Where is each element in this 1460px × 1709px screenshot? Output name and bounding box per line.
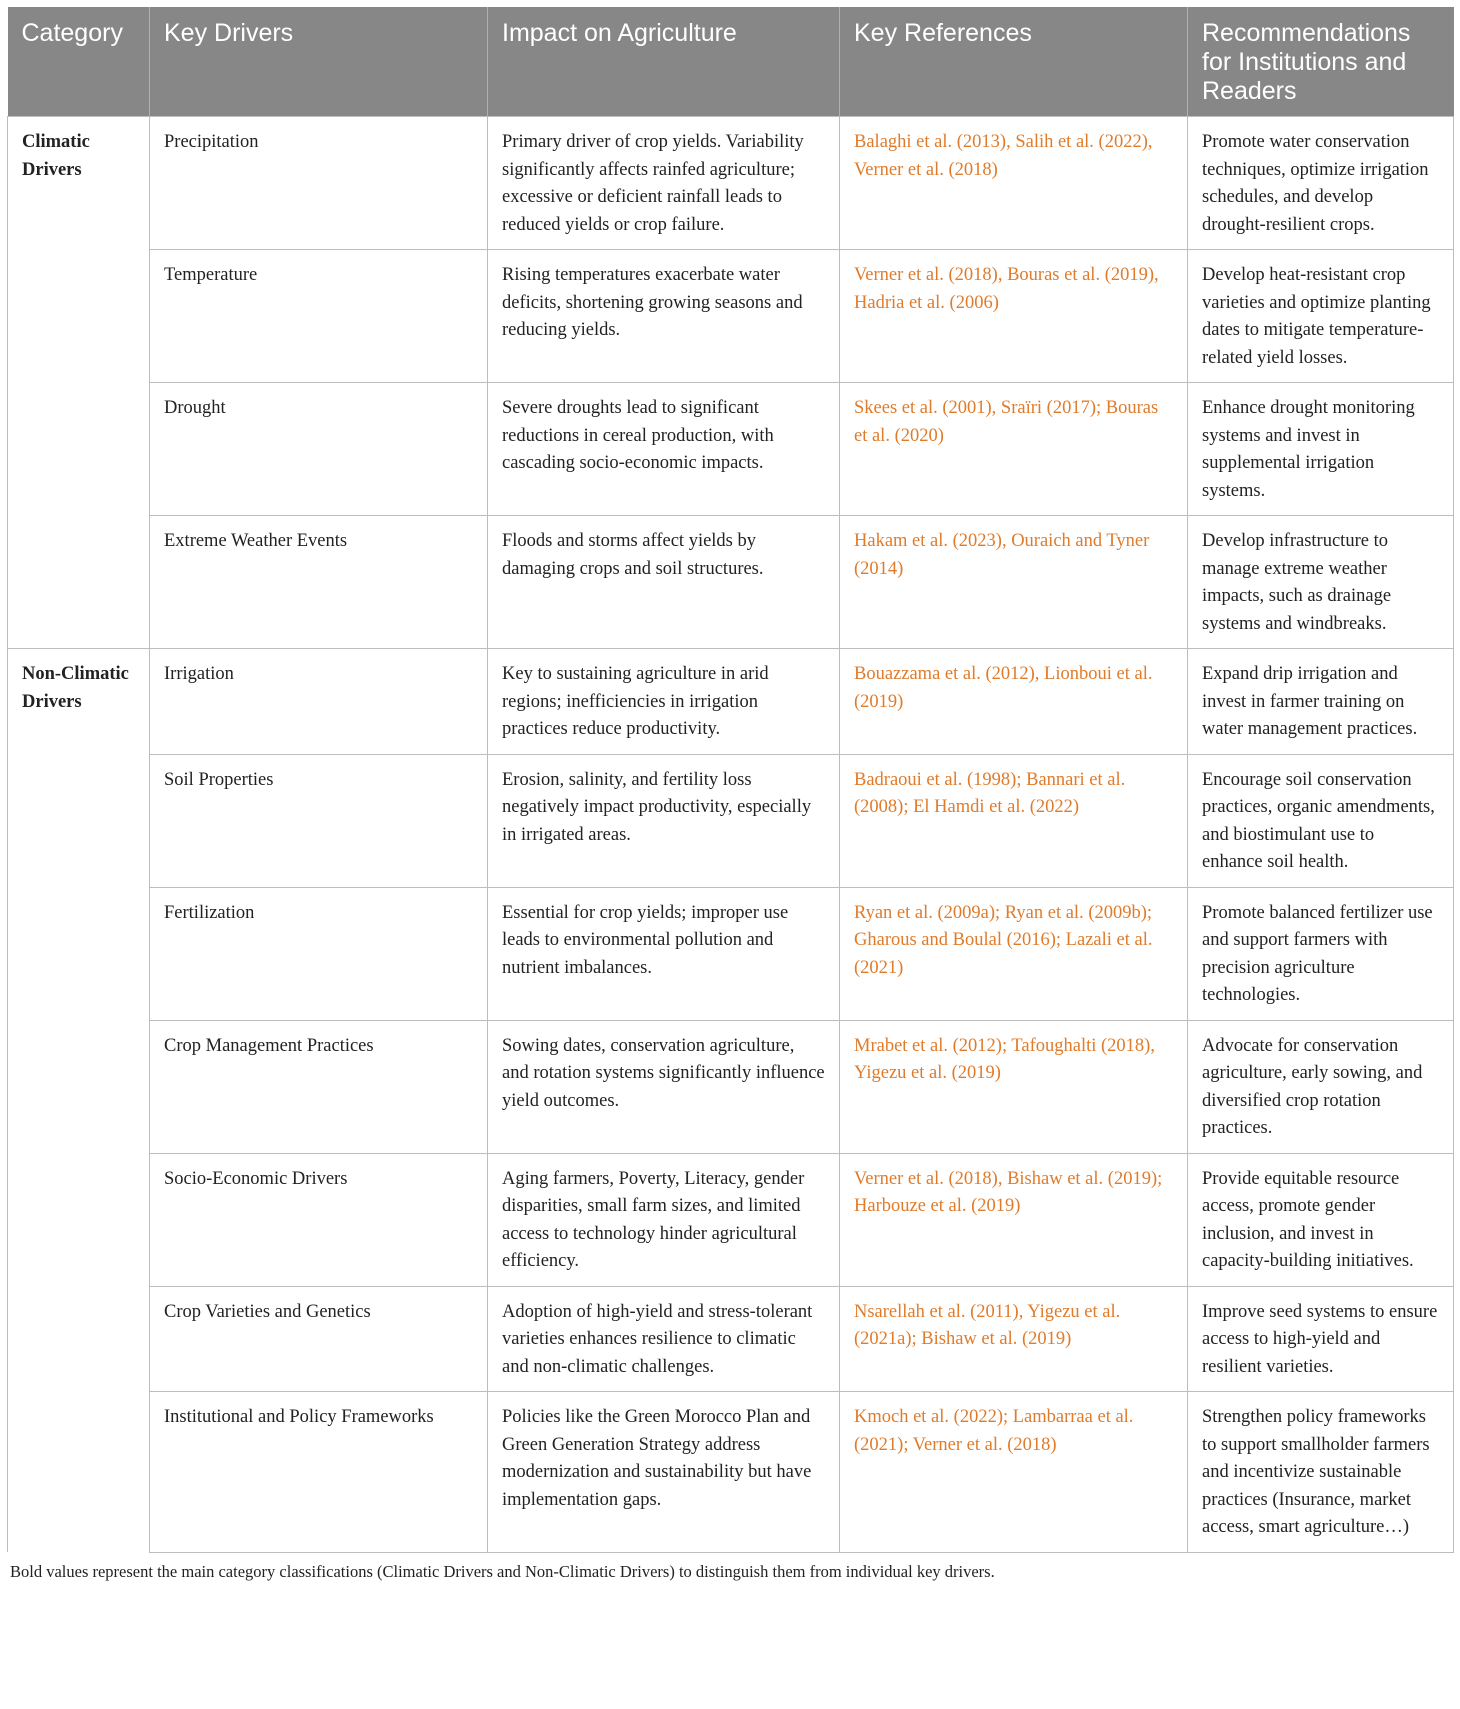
header-category: Category [8, 7, 150, 117]
header-references: Key References [840, 7, 1188, 117]
driver-cell: Institutional and Policy Frameworks [150, 1392, 488, 1553]
recommendation-cell: Encourage soil conservation practices, organic amendments, and biostimulant use to enhance soil health. [1188, 754, 1454, 887]
recommendation-cell: Strengthen policy frameworks to support smallholder farmers and incentivize sustainable practices (Insurance, market access, smart agriculture…) [1188, 1392, 1454, 1553]
references-cell [840, 887, 1188, 1020]
reference-links[interactable]: Hakam et al. (2023), Ouraich and Tyner (2014) [854, 531, 1150, 579]
recommendation-cell: Develop heat-resistant crop varieties and optimize planting dates to mitigate temperature-related yield losses. [1188, 250, 1454, 383]
references-cell [840, 117, 1188, 250]
impact-cell: Floods and storms affect yields by damaging crops and soil structures. [488, 516, 840, 649]
table-container [7, 7, 1453, 1582]
table-body [8, 117, 1454, 1553]
driver-cell: Temperature [150, 250, 488, 383]
table-row [8, 1286, 1454, 1392]
header-impact: Impact on Agriculture [488, 7, 840, 117]
driver-cell: Extreme Weather Events [150, 516, 488, 649]
reference-links[interactable]: Verner et al. (2018), Bishaw et al. (2019); Harbouze et al. (2019) [854, 1168, 1163, 1216]
recommendation-cell: Advocate for conservation agriculture, early sowing, and diversified crop rotation practices. [1188, 1020, 1454, 1153]
impact-cell: Sowing dates, conservation agriculture, and rotation systems significantly influence yield outcomes. [488, 1020, 840, 1153]
table-row [8, 250, 1454, 383]
reference-links[interactable]: Bouazzama et al. (2012), Lionboui et al. (2019) [854, 664, 1153, 712]
driver-cell: Soil Properties [150, 754, 488, 887]
impact-cell: Adoption of high-yield and stress-tolerant varieties enhances resilience to climatic and non-climatic challenges. [488, 1286, 840, 1392]
reference-links[interactable]: Mrabet et al. (2012); Tafoughalti (2018), Yigezu et al. (2019) [854, 1035, 1155, 1083]
references-cell [840, 649, 1188, 755]
header-row [8, 7, 1454, 117]
table-row [8, 117, 1454, 250]
recommendation-cell: Provide equitable resource access, promote gender inclusion, and invest in capacity-building initiatives. [1188, 1153, 1454, 1286]
table-row [8, 1020, 1454, 1153]
driver-cell: Crop Management Practices [150, 1020, 488, 1153]
reference-links[interactable]: Balaghi et al. (2013), Salih et al. (2022), Verner et al. (2018) [854, 132, 1153, 180]
table-row [8, 383, 1454, 516]
reference-links[interactable]: Kmoch et al. (2022); Lambarraa et al. (2021); Verner et al. (2018) [854, 1407, 1134, 1455]
driver-cell: Socio-Economic Drivers [150, 1153, 488, 1286]
table-row [8, 1153, 1454, 1286]
references-cell [840, 1392, 1188, 1553]
impact-cell: Essential for crop yields; improper use leads to environmental pollution and nutrient imbalances. [488, 887, 840, 1020]
header-key-drivers: Key Drivers [150, 7, 488, 117]
recommendation-cell: Expand drip irrigation and invest in farmer training on water management practices. [1188, 649, 1454, 755]
impact-cell: Severe droughts lead to significant reductions in cereal production, with cascading socio-economic impacts. [488, 383, 840, 516]
recommendation-cell: Promote water conservation techniques, optimize irrigation schedules, and develop drought-resilient crops. [1188, 117, 1454, 250]
references-cell [840, 1286, 1188, 1392]
recommendation-cell: Improve seed systems to ensure access to high-yield and resilient varieties. [1188, 1286, 1454, 1392]
table-row [8, 649, 1454, 755]
impact-cell: Key to sustaining agriculture in arid regions; inefficiencies in irrigation practices reduce productivity. [488, 649, 840, 755]
recommendation-cell: Enhance drought monitoring systems and invest in supplemental irrigation systems. [1188, 383, 1454, 516]
table-row [8, 516, 1454, 649]
drivers-table [7, 7, 1454, 1553]
table-footnote: Bold values represent the main category classifications (Climatic Drivers and Non-Climatic Drivers) to distinguish them from individual key drivers. [10, 1561, 995, 1581]
recommendation-cell: Develop infrastructure to manage extreme weather impacts, such as drainage systems and windbreaks. [1188, 516, 1454, 649]
driver-cell: Precipitation [150, 117, 488, 250]
references-cell [840, 1020, 1188, 1153]
references-cell [840, 1153, 1188, 1286]
reference-links[interactable]: Verner et al. (2018), Bouras et al. (2019), Hadria et al. (2006) [854, 265, 1159, 313]
table-row [8, 1392, 1454, 1553]
table-row [8, 887, 1454, 1020]
recommendation-cell: Promote balanced fertilizer use and support farmers with precision agriculture technologies. [1188, 887, 1454, 1020]
category-cell: Climatic Drivers [8, 117, 150, 649]
reference-links[interactable]: Badraoui et al. (1998); Bannari et al. (2008); El Hamdi et al. (2022) [854, 769, 1126, 817]
impact-cell: Rising temperatures exacerbate water deficits, shortening growing seasons and reducing yields. [488, 250, 840, 383]
header-recommendations: Recommendations for Institutions and Readers [1188, 7, 1454, 117]
impact-cell: Primary driver of crop yields. Variability significantly affects rainfed agriculture; excessive or deficient rainfall leads to reduced yields or crop failure. [488, 117, 840, 250]
impact-cell: Policies like the Green Morocco Plan and Green Generation Strategy address modernization and sustainability but have implementation gaps. [488, 1392, 840, 1553]
reference-links[interactable]: Skees et al. (2001), Sraïri (2017); Bouras et al. (2020) [854, 398, 1159, 446]
reference-links[interactable]: Ryan et al. (2009a); Ryan et al. (2009b); Gharous and Boulal (2016); Lazali et al. (2021) [854, 902, 1153, 978]
impact-cell: Aging farmers, Poverty, Literacy, gender disparities, small farm sizes, and limited access to technology hinder agricultural efficiency. [488, 1153, 840, 1286]
driver-cell: Irrigation [150, 649, 488, 755]
impact-cell: Erosion, salinity, and fertility loss negatively impact productivity, especially in irrigated areas. [488, 754, 840, 887]
reference-links[interactable]: Nsarellah et al. (2011), Yigezu et al. (2021a); Bishaw et al. (2019) [854, 1301, 1121, 1349]
driver-cell: Drought [150, 383, 488, 516]
references-cell [840, 250, 1188, 383]
references-cell [840, 754, 1188, 887]
table-row [8, 754, 1454, 887]
references-cell [840, 383, 1188, 516]
driver-cell: Fertilization [150, 887, 488, 1020]
category-cell: Non-Climatic Drivers [8, 649, 150, 1553]
references-cell [840, 516, 1188, 649]
driver-cell: Crop Varieties and Genetics [150, 1286, 488, 1392]
